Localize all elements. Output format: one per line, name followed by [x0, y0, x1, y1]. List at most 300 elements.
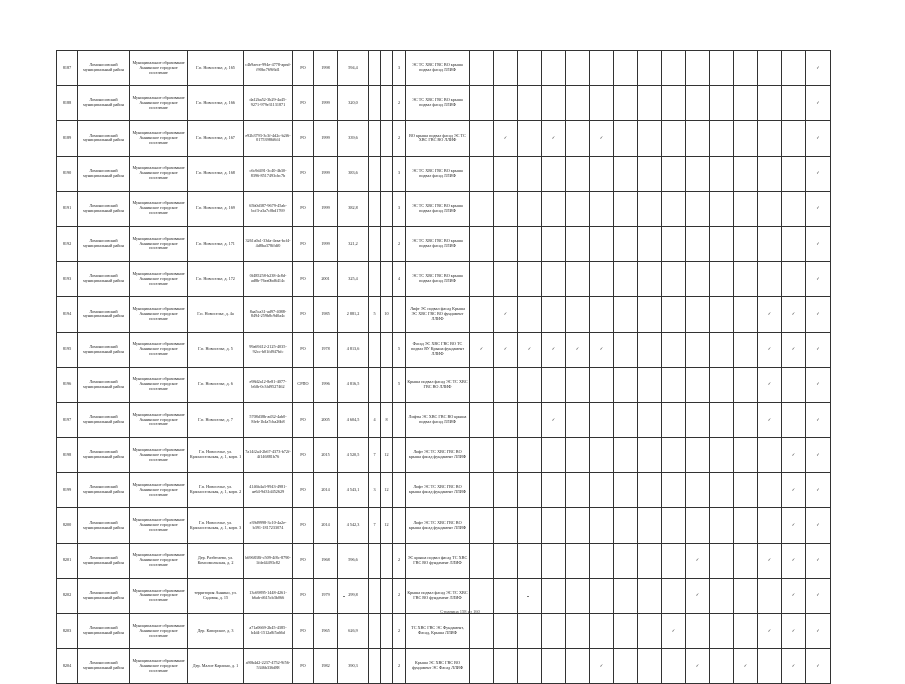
entrances-cell [381, 649, 393, 684]
year-cell: 1999 [314, 86, 338, 121]
table-row [57, 226, 831, 261]
items-cell: 3 [393, 51, 406, 86]
work-types-cell: Лифт ЭС ТС ХВС ГВС ВО крыша фасад фундамент ЛЛИФ [406, 508, 470, 543]
empty-check-cell [662, 543, 686, 578]
checkmark-icon: ✓ [542, 121, 566, 156]
empty-check-cell [614, 649, 638, 684]
address-cell: Дер. Разбегаево, ул. Комсомольская, д. 2 [188, 543, 244, 578]
area-cell: 390,3 [338, 649, 369, 684]
items-cell: 2 [393, 649, 406, 684]
year-cell: 1965 [314, 614, 338, 649]
empty-check-cell [638, 578, 662, 613]
items-cell [393, 402, 406, 437]
floors-cell [369, 191, 381, 226]
settlement-cell: Муниципальное образование Аннинское городское поселение [130, 121, 188, 156]
row-number: 8197 [57, 402, 78, 437]
empty-check-cell [638, 508, 662, 543]
empty-check-cell [518, 367, 542, 402]
empty-check-cell [494, 402, 518, 437]
empty-check-cell [638, 543, 662, 578]
items-cell: 5 [393, 367, 406, 402]
guid-cell: e39d9998-3c10-4a2e-b391-1817233074 [244, 508, 293, 543]
empty-check-cell [782, 156, 806, 191]
floors-cell: 7 [369, 438, 381, 473]
empty-check-cell [566, 578, 590, 613]
year-cell: 1982 [314, 649, 338, 684]
empty-check-cell [710, 121, 734, 156]
empty-check-cell [782, 262, 806, 297]
year-cell: 2005 [314, 402, 338, 437]
checkmark-icon: ✓ [782, 332, 806, 367]
checkmark-icon: ✓ [806, 614, 831, 649]
settlement-cell: Муниципальное образование Аннинское городское поселение [130, 649, 188, 684]
floors-cell: 4 [369, 402, 381, 437]
empty-check-cell [614, 226, 638, 261]
empty-check-cell [518, 51, 542, 86]
checkmark-icon: ✓ [758, 614, 782, 649]
empty-check-cell [590, 86, 614, 121]
empty-check-cell [542, 614, 566, 649]
checkmark-icon: ✓ [806, 86, 831, 121]
floors-cell [369, 262, 381, 297]
district-cell: Ломоносовский муниципальный район [78, 578, 130, 613]
row-number: 8191 [57, 191, 78, 226]
work-types-cell: ЭС крыша подвал фасад ТС ХВС ГВС ВО фундамент ЛЛИФ [406, 543, 470, 578]
checkmark-icon: ✓ [590, 332, 614, 367]
checkmark-icon: ✓ [806, 578, 831, 613]
district-cell: Ломоносовский муниципальный район [78, 473, 130, 508]
empty-check-cell [470, 262, 494, 297]
table-row [57, 614, 831, 649]
empty-check-cell [662, 156, 686, 191]
district-cell: Ломоносовский муниципальный район [78, 367, 130, 402]
items-cell: 2 [393, 86, 406, 121]
form-cell: РО [293, 543, 314, 578]
checkmark-icon: ✓ [806, 332, 831, 367]
table-row [57, 438, 831, 473]
form-cell: РО [293, 578, 314, 613]
settlement-cell: Муниципальное образование Аннинское городское поселение [130, 367, 188, 402]
empty-check-cell [710, 51, 734, 86]
empty-check-cell [494, 86, 518, 121]
guid-cell: 4146b4a3-9943-4981-ae64-9d31d452629 [244, 473, 293, 508]
address-cell: Г.п. Новоселье, ул. Красносельская, д. 1, корп. 3 [188, 508, 244, 543]
settlement-cell: Муниципальное образование Аннинское городское поселение [130, 226, 188, 261]
address-cell: Г.п. Новоселье, ул. Красносельская, д. 1, корп. 2 [188, 473, 244, 508]
empty-check-cell [686, 121, 710, 156]
year-cell: 2014 [314, 508, 338, 543]
empty-check-cell [566, 473, 590, 508]
items-cell [393, 473, 406, 508]
table-row [57, 508, 831, 543]
form-cell: РО [293, 191, 314, 226]
year-cell: 1998 [314, 51, 338, 86]
empty-check-cell [614, 121, 638, 156]
floors-cell [369, 51, 381, 86]
page-footer: Страница 158 из 160 [440, 609, 480, 614]
row-number: 8189 [57, 121, 78, 156]
empty-check-cell [590, 297, 614, 332]
empty-check-cell [662, 51, 686, 86]
empty-check-cell [494, 649, 518, 684]
empty-check-cell [470, 402, 494, 437]
guid-cell: 7a14f2a4-2b67-4373-b72f-4f146881b76 [244, 438, 293, 473]
empty-check-cell [662, 578, 686, 613]
items-cell: 3 [393, 156, 406, 191]
empty-check-cell [782, 51, 806, 86]
form-cell: РО [293, 297, 314, 332]
empty-check-cell [710, 578, 734, 613]
address-cell: Г.п. Новоселье, д. 169 [188, 191, 244, 226]
settlement-cell: Муниципальное образование Аннинское городское поселение [130, 86, 188, 121]
empty-check-cell [614, 438, 638, 473]
area-cell: 4 542,3 [338, 508, 369, 543]
empty-check-cell [590, 543, 614, 578]
checkmark-icon: ✓ [806, 51, 831, 86]
empty-check-cell [758, 473, 782, 508]
table-row [57, 297, 831, 332]
empty-check-cell [542, 86, 566, 121]
empty-check-cell [542, 649, 566, 684]
checkmark-icon: ✓ [782, 473, 806, 508]
address-cell: Г.п. Новоселье, д. 5 [188, 332, 244, 367]
empty-check-cell [758, 262, 782, 297]
floors-cell [369, 156, 381, 191]
table-row [57, 156, 831, 191]
empty-check-cell [470, 543, 494, 578]
empty-check-cell [710, 543, 734, 578]
checkmark-icon: ✓ [494, 121, 518, 156]
empty-check-cell [662, 121, 686, 156]
empty-check-cell [638, 332, 662, 367]
entrances-cell: 12 [381, 438, 393, 473]
floors-cell: 7 [369, 508, 381, 543]
guid-cell: 5708d38b-ad32-4ab0-8feb-1b4a7cba26b8 [244, 402, 293, 437]
guid-cell: a71a0669-2b45-4385-b4d4-1512a8f5a66d [244, 614, 293, 649]
empty-check-cell [662, 649, 686, 684]
year-cell: 1978 [314, 332, 338, 367]
settlement-cell: Муниципальное образование Аннинское городское поселение [130, 297, 188, 332]
table-row [57, 649, 831, 684]
work-types-cell: Лифт ЭС ТС ХВС ГВС ВО крыша фасад фундамент ЛЛИФ [406, 438, 470, 473]
empty-check-cell [470, 297, 494, 332]
empty-check-cell [590, 156, 614, 191]
empty-check-cell [614, 614, 638, 649]
empty-check-cell [566, 543, 590, 578]
checkmark-icon: ✓ [542, 402, 566, 437]
empty-check-cell [782, 226, 806, 261]
empty-check-cell [710, 332, 734, 367]
empty-check-cell [494, 614, 518, 649]
empty-check-cell [590, 508, 614, 543]
year-cell: 1999 [314, 156, 338, 191]
empty-check-cell [662, 473, 686, 508]
form-cell: РО [293, 649, 314, 684]
items-cell: 2 [393, 578, 406, 613]
address-cell: Г.п. Новоселье, д. 6 [188, 367, 244, 402]
table-row [57, 191, 831, 226]
area-cell: 4 520,5 [338, 438, 369, 473]
empty-check-cell [542, 191, 566, 226]
checkmark-icon: ✓ [806, 367, 831, 402]
empty-check-cell [638, 402, 662, 437]
checkmark-icon: ✓ [758, 367, 782, 402]
items-cell [393, 297, 406, 332]
empty-check-cell [734, 191, 758, 226]
empty-check-cell [614, 367, 638, 402]
empty-check-cell [710, 191, 734, 226]
empty-check-cell [686, 367, 710, 402]
entrances-cell [381, 367, 393, 402]
address-cell: Г.п. Новоселье, д. 172 [188, 262, 244, 297]
empty-check-cell [734, 86, 758, 121]
empty-check-cell [662, 508, 686, 543]
empty-check-cell [614, 402, 638, 437]
empty-check-cell [542, 508, 566, 543]
year-cell: 1985 [314, 297, 338, 332]
table-row [57, 543, 831, 578]
floors-cell [369, 614, 381, 649]
guid-cell: 99a69412-2125-4035-92cc-b01fd947bfc [244, 332, 293, 367]
floors-cell: 3 [369, 473, 381, 508]
year-cell: 2015 [314, 438, 338, 473]
empty-check-cell [542, 156, 566, 191]
empty-check-cell [614, 543, 638, 578]
empty-check-cell [686, 438, 710, 473]
form-cell: СРПО [293, 367, 314, 402]
empty-check-cell [686, 86, 710, 121]
guid-cell: 13c69895-1448-4261-b6ab-d615cb3b066 [244, 578, 293, 613]
district-cell: Ломоносовский муниципальный район [78, 438, 130, 473]
checkmark-icon: ✓ [590, 649, 614, 684]
empty-check-cell [614, 51, 638, 86]
empty-check-cell [494, 226, 518, 261]
checkmark-icon: ✓ [806, 508, 831, 543]
empty-check-cell [686, 332, 710, 367]
empty-check-cell [590, 51, 614, 86]
district-cell: Ломоносовский муниципальный район [78, 297, 130, 332]
empty-check-cell [710, 649, 734, 684]
items-cell: 2 [393, 121, 406, 156]
empty-check-cell [518, 543, 542, 578]
empty-check-cell [638, 297, 662, 332]
checkmark-icon: ✓ [806, 438, 831, 473]
checkmark-icon: ✓ [782, 649, 806, 684]
work-types-cell: Крыша ЭС ХВС ГВС ВО фундамент ЭС Фасад ЛЛИФ [406, 649, 470, 684]
work-types-cell: ЭС ТС ХВС ГВС ВО крыша подвал фасад ЛЛИФ [406, 156, 470, 191]
settlement-cell: Муниципальное образование Аннинское городское поселение [130, 508, 188, 543]
empty-check-cell [734, 402, 758, 437]
address-cell: Г.п. Новоселье, д. 168 [188, 156, 244, 191]
settlement-cell: Муниципальное образование Аннинское городское поселение [130, 543, 188, 578]
empty-check-cell [590, 402, 614, 437]
empty-check-cell [686, 402, 710, 437]
empty-check-cell [518, 649, 542, 684]
empty-check-cell [734, 297, 758, 332]
row-number: 8188 [57, 86, 78, 121]
empty-check-cell [494, 156, 518, 191]
empty-check-cell [566, 191, 590, 226]
district-cell: Ломоносовский муниципальный район [78, 226, 130, 261]
settlement-cell: Муниципальное образование Аннинское городское поселение [130, 156, 188, 191]
checkmark-icon: ✓ [758, 332, 782, 367]
year-cell: 2014 [314, 473, 338, 508]
empty-check-cell [566, 367, 590, 402]
guid-cell: 8aa5ca31-ad97-4088-8494-259b8c9d0a4c [244, 297, 293, 332]
floors-cell [369, 649, 381, 684]
empty-check-cell [734, 121, 758, 156]
table-row [57, 473, 831, 508]
work-types-cell: Фасад ЭС ХВС ГВС ВО ТС подвал ВУ Крыша фундамент ЛЛИФ [406, 332, 470, 367]
empty-check-cell [710, 614, 734, 649]
empty-check-cell [518, 578, 542, 613]
year-cell: 1979 [314, 578, 338, 613]
checkmark-icon: ✓ [806, 191, 831, 226]
entrances-cell [381, 86, 393, 121]
district-cell: Ломоносовский муниципальный район [78, 86, 130, 121]
area-cell: 2 881,2 [338, 297, 369, 332]
table-row [57, 402, 831, 437]
empty-check-cell [566, 402, 590, 437]
empty-check-cell [638, 51, 662, 86]
floors-cell [369, 226, 381, 261]
settlement-cell: Муниципальное образование Аннинское городское поселение [130, 402, 188, 437]
form-cell: РО [293, 614, 314, 649]
settlement-cell: Муниципальное образование Аннинское городское поселение [130, 51, 188, 86]
empty-check-cell [662, 297, 686, 332]
empty-check-cell [758, 191, 782, 226]
work-types-cell: Лифты ЭС ХВС ГВС ВО крыша подвал фасад ЛЛИФ [406, 402, 470, 437]
entrances-cell [381, 578, 393, 613]
district-cell: Ломоносовский муниципальный район [78, 156, 130, 191]
guid-cell: c6c9d491-3c40-4b30-8396-8517493cbc7b [244, 156, 293, 191]
empty-check-cell [470, 191, 494, 226]
checkmark-icon: ✓ [686, 649, 710, 684]
checkmark-icon: ✓ [758, 402, 782, 437]
empty-check-cell [518, 438, 542, 473]
table-row [57, 121, 831, 156]
empty-check-cell [686, 508, 710, 543]
empty-check-cell [710, 156, 734, 191]
empty-check-cell [494, 367, 518, 402]
form-cell: РО [293, 508, 314, 543]
entrances-cell [381, 262, 393, 297]
empty-check-cell [614, 473, 638, 508]
area-cell: 382,8 [338, 191, 369, 226]
empty-check-cell [590, 226, 614, 261]
checkmark-icon: ✓ [518, 332, 542, 367]
empty-check-cell [782, 402, 806, 437]
empty-check-cell [470, 508, 494, 543]
empty-check-cell [470, 86, 494, 121]
empty-check-cell [494, 508, 518, 543]
empty-check-cell [518, 297, 542, 332]
empty-check-cell [710, 473, 734, 508]
empty-check-cell [638, 86, 662, 121]
form-cell: РО [293, 438, 314, 473]
items-cell: 3 [393, 191, 406, 226]
register-table [56, 50, 831, 684]
checkmark-icon: ✓ [806, 297, 831, 332]
empty-check-cell [662, 86, 686, 121]
address-cell: Г.п. Новоселье, д. 167 [188, 121, 244, 156]
empty-check-cell [662, 226, 686, 261]
settlement-cell: Муниципальное образование Аннинское городское поселение [130, 262, 188, 297]
items-cell: 4 [393, 262, 406, 297]
empty-check-cell [734, 543, 758, 578]
work-types-cell: ЭС ТС ХВС ГВС ВО крыша подвал фасад ЛЛИФ [406, 191, 470, 226]
row-number: 8192 [57, 226, 78, 261]
address-cell: Г.п. Новоселье, ул. Красносельская, д. 1, корп. 1 [188, 438, 244, 473]
empty-check-cell [638, 367, 662, 402]
empty-check-cell [566, 297, 590, 332]
entrances-cell [381, 51, 393, 86]
empty-check-cell [590, 262, 614, 297]
area-cell: 4 813,6 [338, 332, 369, 367]
empty-check-cell [782, 191, 806, 226]
empty-check-cell [566, 51, 590, 86]
row-number: 8190 [57, 156, 78, 191]
checkmark-icon: ✓ [782, 438, 806, 473]
empty-check-cell [758, 156, 782, 191]
address-cell: Г.п. Новоселье, д. 4а [188, 297, 244, 332]
empty-check-cell [566, 226, 590, 261]
empty-check-cell [782, 367, 806, 402]
items-cell: 2 [393, 226, 406, 261]
empty-check-cell [614, 332, 638, 367]
empty-check-cell [662, 191, 686, 226]
form-cell: РО [293, 262, 314, 297]
area-cell: 4 604,5 [338, 402, 369, 437]
work-types-cell: Крыша подвал фасад ЭС ТС ХВС ГВС ВО фундамент ЛЛИФ [406, 578, 470, 613]
entrances-cell: 12 [381, 473, 393, 508]
area-cell: 299,8 [338, 578, 369, 613]
empty-check-cell [758, 226, 782, 261]
items-cell [393, 508, 406, 543]
empty-check-cell [734, 262, 758, 297]
empty-check-cell [758, 86, 782, 121]
empty-check-cell [590, 367, 614, 402]
empty-check-cell [638, 473, 662, 508]
empty-check-cell [518, 191, 542, 226]
checkmark-icon: ✓ [782, 297, 806, 332]
empty-check-cell [710, 402, 734, 437]
empty-check-cell [470, 226, 494, 261]
district-cell: Ломоносовский муниципальный район [78, 402, 130, 437]
address-cell: Г.п. Новоселье, д. 7 [188, 402, 244, 437]
district-cell: Ломоносовский муниципальный район [78, 508, 130, 543]
year-cell: 1999 [314, 121, 338, 156]
empty-check-cell [638, 614, 662, 649]
empty-check-cell [758, 438, 782, 473]
checkmark-icon: ✓ [542, 332, 566, 367]
items-cell: 2 [393, 543, 406, 578]
empty-check-cell [710, 86, 734, 121]
row-number: 8194 [57, 297, 78, 332]
empty-check-cell [542, 473, 566, 508]
empty-check-cell [566, 262, 590, 297]
address-cell: Г.п. Новоселье, д. 171 [188, 226, 244, 261]
floors-cell [369, 578, 381, 613]
empty-check-cell [470, 438, 494, 473]
empty-check-cell [470, 649, 494, 684]
scan-speck [343, 596, 345, 597]
empty-check-cell [566, 86, 590, 121]
guid-cell: e92b3793-3c3f-4d2c-b2f6-01753986f6f4 [244, 121, 293, 156]
empty-check-cell [710, 226, 734, 261]
checkmark-icon: ✓ [494, 297, 518, 332]
area-cell: 339,6 [338, 121, 369, 156]
